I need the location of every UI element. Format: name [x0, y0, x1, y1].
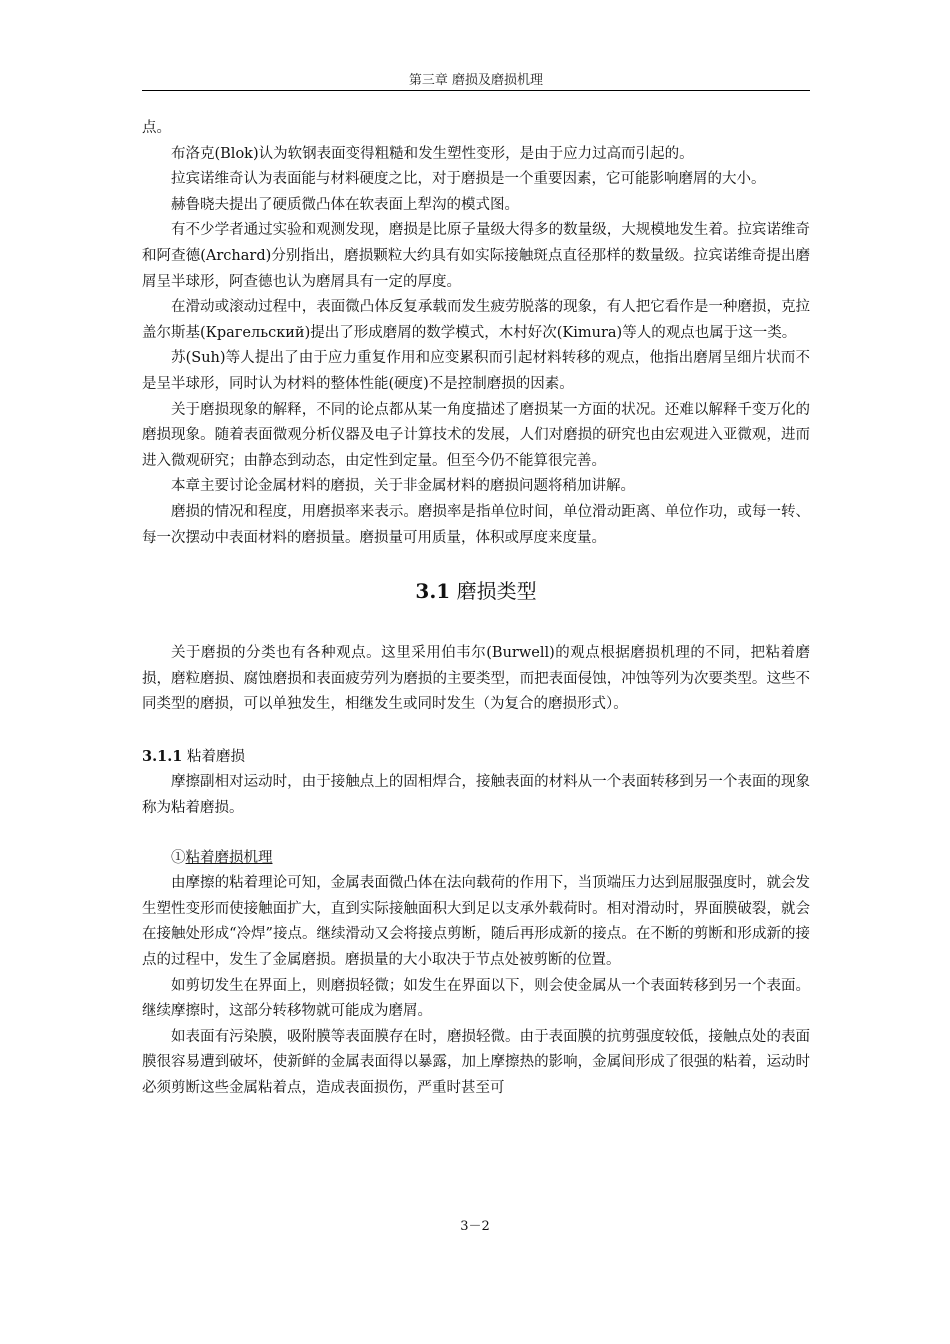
header-rule — [142, 90, 810, 91]
paragraph: 拉宾诺维奇认为表面能与材料硬度之比，对于磨损是一个重要因素，它可能影响磨屑的大小。 — [171, 171, 766, 188]
subsection-heading — [142, 744, 810, 771]
page-number: 3－2 — [460, 1219, 490, 1234]
section-number: 3.1 — [415, 579, 451, 604]
section-title: 磨损类型 — [456, 579, 537, 604]
definition-paragraph: 摩擦副相对运动时，由于接触点上的固相焊合，接触表面的材料从一个表面转移到另一个表面的现象称为粘着磨损。 — [142, 774, 810, 817]
mechanism-heading — [142, 846, 810, 872]
paragraph: 如剪切发生在界面上，则磨损轻微；如发生在界面以下，则会使金属从一个表面转移到另一个表面。继续摩擦时，这部分转移物就可能成为磨屑。 — [142, 977, 810, 1020]
page-body — [142, 116, 810, 1102]
paragraph: 关于磨损现象的解释，不同的论点都从某一角度描述了磨损某一方面的状况。还难以解释千变万化的磨损现象。随着表面微观分析仪器及电子计算技术的发展，人们对磨损的研究也由宏观进入亚微观，进而进入微观研究；由静态到动态，由定性到定量。但至今仍不能算很完善。 — [142, 401, 810, 469]
subsection-title: 粘着磨损 — [186, 748, 245, 765]
paragraph: 由摩擦的粘着理论可知，金属表面微凸体在法向载荷的作用下，当顶端压力达到屈服强度时，就会发生塑性变形而使接触面扩大，直到实际接触面积大到足以支承外载荷时。相对滑动时，界面膜破裂，就会在接触处形成“冷焊”接点。继续滑动又会将接点剪断，随后再形成新的接点。在不断的剪断和形成新的接点的过程中，发生了金属磨损。磨损量的大小取决于节点处被剪断的位置。 — [142, 875, 810, 969]
paragraph: 本章主要讨论金属材料的磨损，关于非金属材料的磨损问题将稍加讲解。 — [171, 478, 635, 495]
paragraph: 苏(Suh)等人提出了由于应力重复作用和应变累积而引起材料转移的观点，他指出磨屑呈细片状而不是呈半球形，同时认为材料的整体性能(硬度)不是控制磨损的因素。 — [142, 350, 810, 392]
section-intro-paragraph: 关于磨损的分类也有各种观点。这里采用伯韦尔(Burwell)的观点根据磨损机理的不同，把粘着磨损，磨粒磨损、腐蚀磨损和表面疲劳列为磨损的主要类型，而把表面侵蚀，冲蚀等列为次要类型。这些不同类型的磨损，可以单独发生，相继发生或同时发生（为复合的磨损形式）。 — [142, 645, 810, 713]
paragraph: 赫鲁晓夫提出了硬质微凸体在软表面上犁沟的模式图。 — [171, 196, 519, 213]
paragraph: 磨损的情况和程度，用磨损率来表示。磨损率是指单位时间，单位滑动距离、单位作功，或每一转、每一次摆动中表面材料的磨损量。磨损量可用质量，体积或厚度来度量。 — [142, 503, 810, 546]
running-header: 第三章 磨损及磨损机理 — [408, 73, 544, 88]
paragraph: 如表面有污染膜，吸附膜等表面膜存在时，磨损轻微。由于表面膜的抗剪强度较低，接触点处的表面膜很容易遭到破坏，使新鲜的金属表面得以暴露，加上摩擦热的影响，金属间形成了很强的粘着，运动时必须剪断这些金属粘着点，造成表面损伤，严重时甚至可 — [142, 1028, 810, 1096]
section-heading — [142, 575, 810, 607]
paragraph: 在滑动或滚动过程中，表面微凸体反复承载而发生疲劳脱落的现象，有人把它看作是一种磨损，克拉盖尔斯基(Крагельский)提出了形成磨屑的数学模式，木村好次(Kimura)等人的观点也属于这一类。 — [142, 299, 810, 341]
circled-number-marker: ① — [171, 849, 186, 866]
subsection-number: 3.1.1 — [142, 747, 183, 765]
paragraph: 有不少学者通过实验和观测发现，磨损是比原子量级大得多的数量级，大规模地发生着。拉宾诺维奇和阿查德(Archard)分别指出，磨损颗粒大约具有如实际接触斑点直径那样的数量级。拉宾诺维奇提出磨屑呈半球形，阿查德也认为磨屑具有一定的厚度。 — [142, 222, 810, 290]
paragraph-continuation: 点。 — [142, 120, 171, 136]
mechanism-heading-text: 粘着磨损机理 — [185, 849, 273, 866]
paragraph: 布洛克(Blok)认为软钢表面变得粗糙和发生塑性变形，是由于应力过高而引起的。 — [171, 145, 694, 162]
